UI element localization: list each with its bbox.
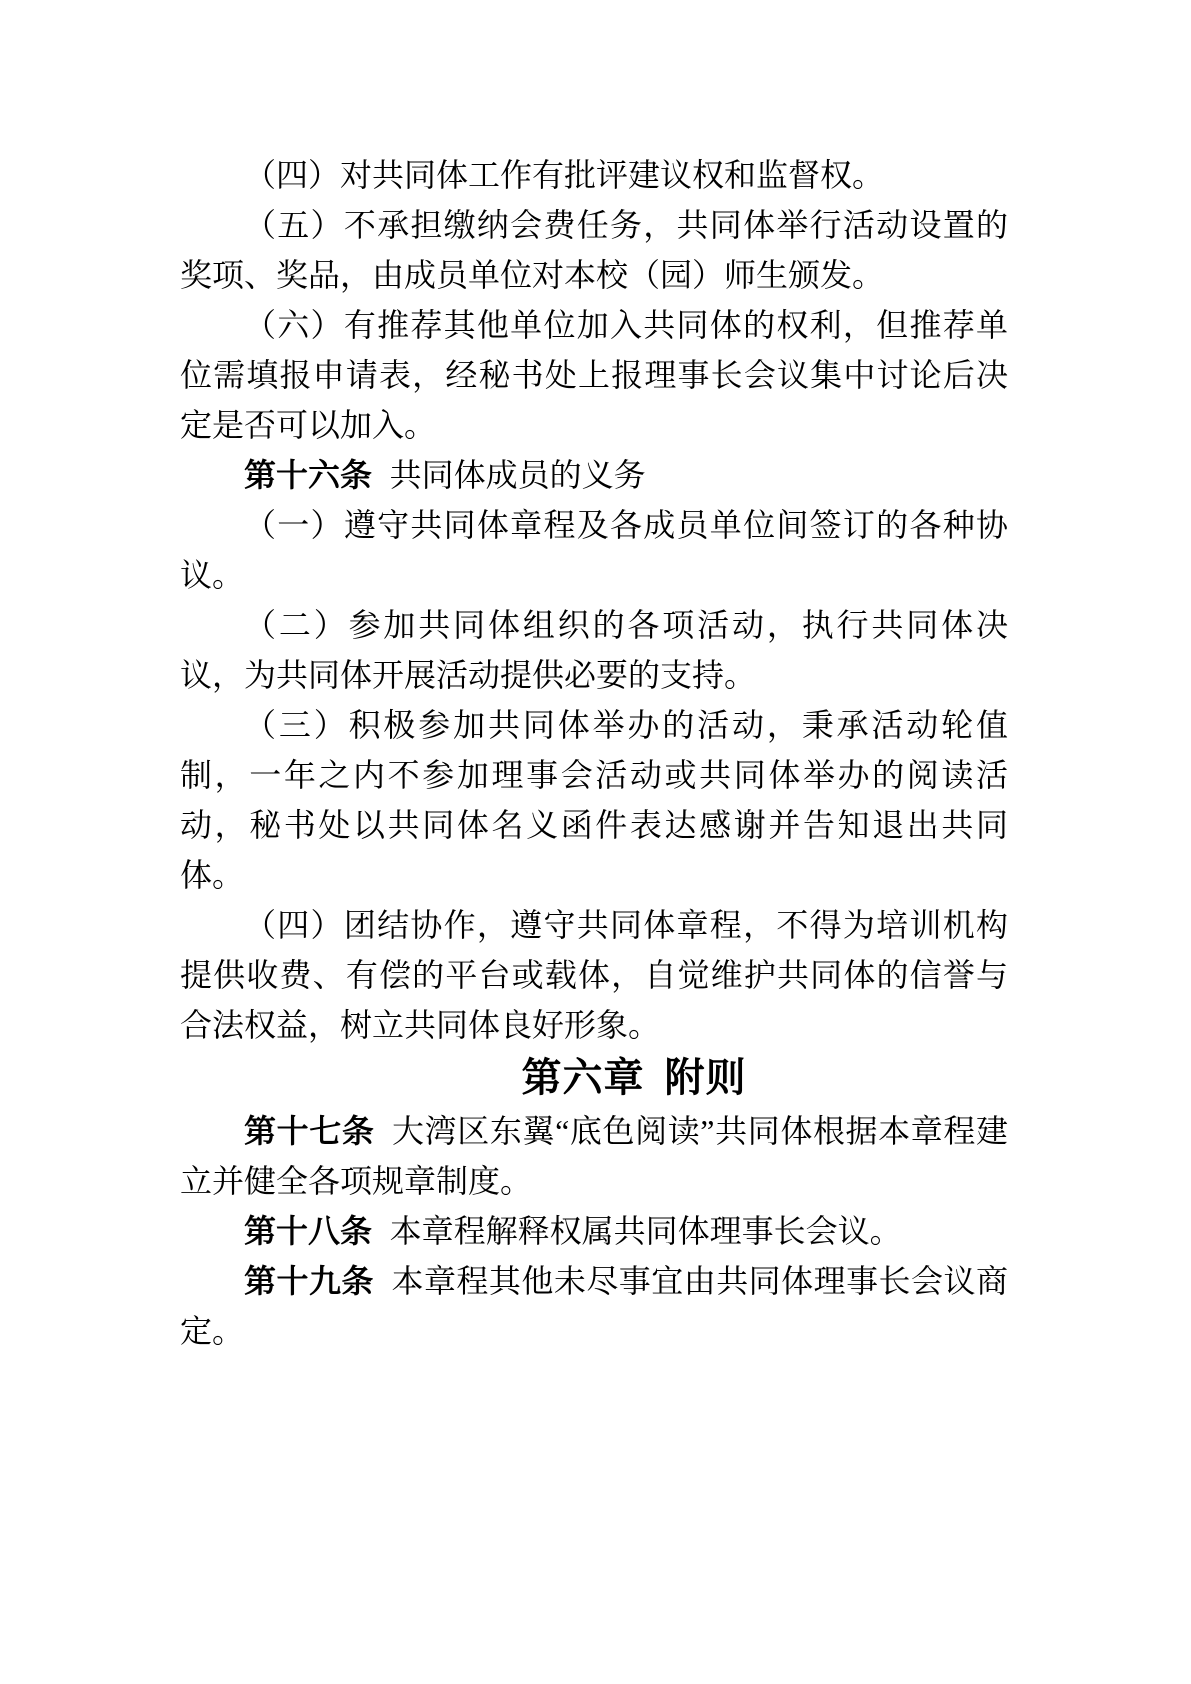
chapter-heading xyxy=(180,1050,1008,1106)
clause-paragraph: （四）对共同体工作有批评建议权和监督权。 xyxy=(244,157,885,193)
clause-paragraph: （三）积极参加共同体举办的活动，秉承活动轮值制，一年之内不参加理事会活动或共同体举办的阅读活动，秘书处以共同体名义函件表达感谢并告知退出共同体。 xyxy=(180,707,1008,893)
clause-paragraph: （二）参加共同体组织的各项活动，执行共同体决议，为共同体开展活动提供必要的支持。 xyxy=(180,607,1008,693)
chapter-number: 第六章 xyxy=(521,1056,645,1100)
clause-paragraph: （六）有推荐其他单位加入共同体的权利，但推荐单位需填报申请表，经秘书处上报理事长会议集中讨论后决定是否可以加入。 xyxy=(180,307,1008,443)
article-number: 第十九条 xyxy=(244,1263,374,1299)
clause-paragraph: （四）团结协作，遵守共同体章程，不得为培训机构提供收费、有偿的平台或载体，自觉维护共同体的信誉与合法权益，树立共同体良好形象。 xyxy=(180,907,1008,1043)
article-paragraph xyxy=(180,1256,1008,1356)
article-text: 本章程解释权属共同体理事长会议。 xyxy=(389,1213,902,1249)
article-text: 共同体成员的义务 xyxy=(389,457,646,493)
clause-paragraph: （一）遵守共同体章程及各成员单位间签订的各种协议。 xyxy=(180,507,1008,593)
article-paragraph xyxy=(180,1106,1008,1206)
article-text: 大湾区东翼“底色阅读”共同体根据本章程建立并健全各项规章制度。 xyxy=(180,1113,1008,1199)
article-number: 第十六条 xyxy=(244,457,373,493)
article-paragraph xyxy=(180,450,1008,500)
article-paragraph xyxy=(180,1206,1008,1256)
article-text: 本章程其他未尽事宜由共同体理事长会议商定。 xyxy=(180,1263,1008,1349)
article-number: 第十七条 xyxy=(244,1113,375,1149)
clause-paragraph: （五）不承担缴纳会费任务，共同体举行活动设置的奖项、奖品，由成员单位对本校（园）师生颁发。 xyxy=(180,207,1008,293)
article-number: 第十八条 xyxy=(244,1213,373,1249)
chapter-title: 附则 xyxy=(664,1056,747,1100)
